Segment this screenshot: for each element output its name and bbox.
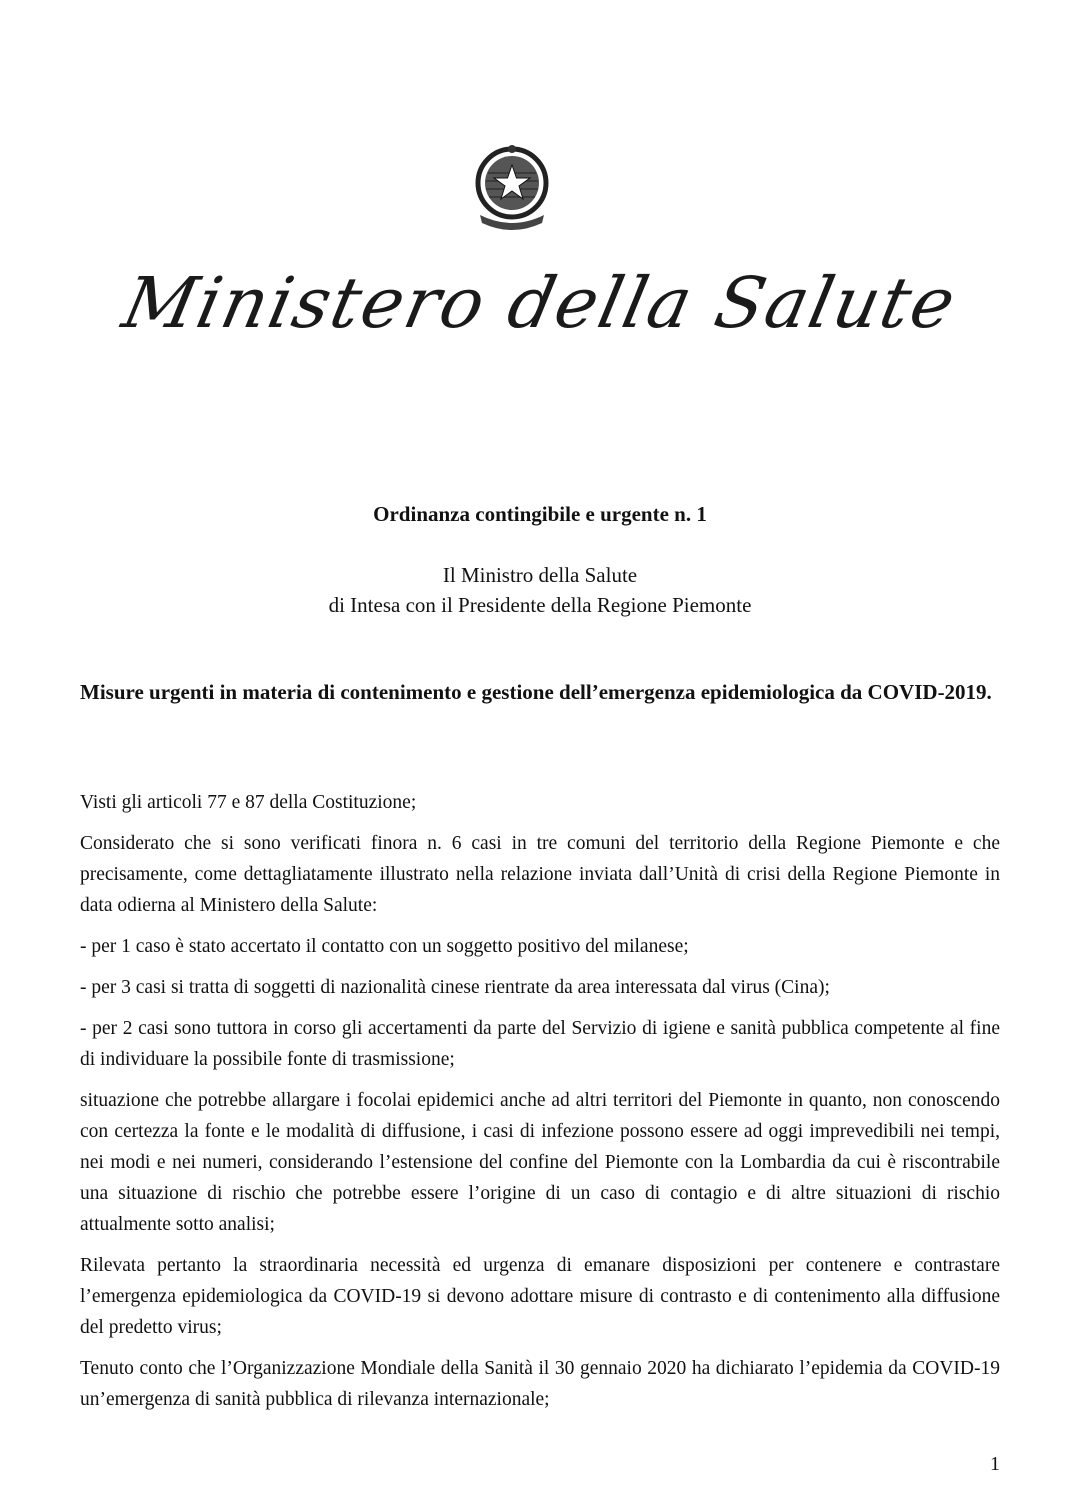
ordinance-title: Ordinanza contingibile e urgente n. 1 (373, 502, 707, 526)
paragraph: Tenuto conto che l’Organizzazione Mondiale della Sanità il 30 gennaio 2020 ha dichiarato l’epidemia da COVID-19 un’emergenza di sanità pubblica di rilevanza internazionale; (80, 1358, 1000, 1410)
italian-republic-emblem-icon (472, 143, 552, 237)
document-body (80, 787, 1000, 1425)
issuer-line: Il Ministro della Salute (442, 563, 638, 587)
paragraph: Rilevata pertanto la straordinaria necessità ed urgenza di emanare disposizioni per contenere e contrastare l’emergenza epidemiologica da COVID-19 si devono adottare misure di contrasto e di contenimento alla diffusione del predetto virus; (80, 1255, 1000, 1338)
list-item: - per 2 casi sono tuttora in corso gli accertamenti da parte del Servizio di igiene e sanità pubblica competente al fine di individuare la possibile fonte di trasmissione; (80, 1018, 1000, 1070)
list-item: - per 1 caso è stato accertato il contatto con un soggetto positivo del milanese; (80, 936, 689, 957)
paragraph: Considerato che si sono verificati finora n. 6 casi in tre comuni del territorio della Regione Piemonte e che precisamente, come dettagliatamente illustrato nella relazione inviata dall’Unità di crisi della Regione Piemonte in data odierna al Ministero della Salute: (80, 833, 1000, 916)
ministry-letterhead: Ministero della Salute (115, 262, 964, 344)
list-item: - per 3 casi si tratta di soggetti di nazionalità cinese rientrate da area interessata dal virus (Cina); (80, 977, 830, 998)
paragraph: situazione che potrebbe allargare i focolai epidemici anche ad altri territori del Piemonte in quanto, non conoscendo con certezza la fonte e le modalità di diffusione, i casi di infezione possono essere ad oggi imprevedibili nei tempi, nei modi e nei numeri, considerando l’estensione del confine del Piemonte con la Lombardia da cui è riscontrabile una situazione di rischio che potrebbe essere l’origine di un caso di contagio e di altre situazioni di rischio attualmente sotto analisi; (80, 1090, 1000, 1235)
issuer-block (0, 560, 1080, 620)
ordinance-subject: Misure urgenti in materia di contenimento e gestione dell’emergenza epidemiologica da COVID-2019. (80, 680, 992, 704)
paragraph: Visti gli articoli 77 e 87 della Costituzione; (80, 792, 417, 813)
issuer-line: di Intesa con il Presidente della Regione Piemonte (328, 593, 752, 617)
page-number: 1 (990, 1453, 1000, 1475)
